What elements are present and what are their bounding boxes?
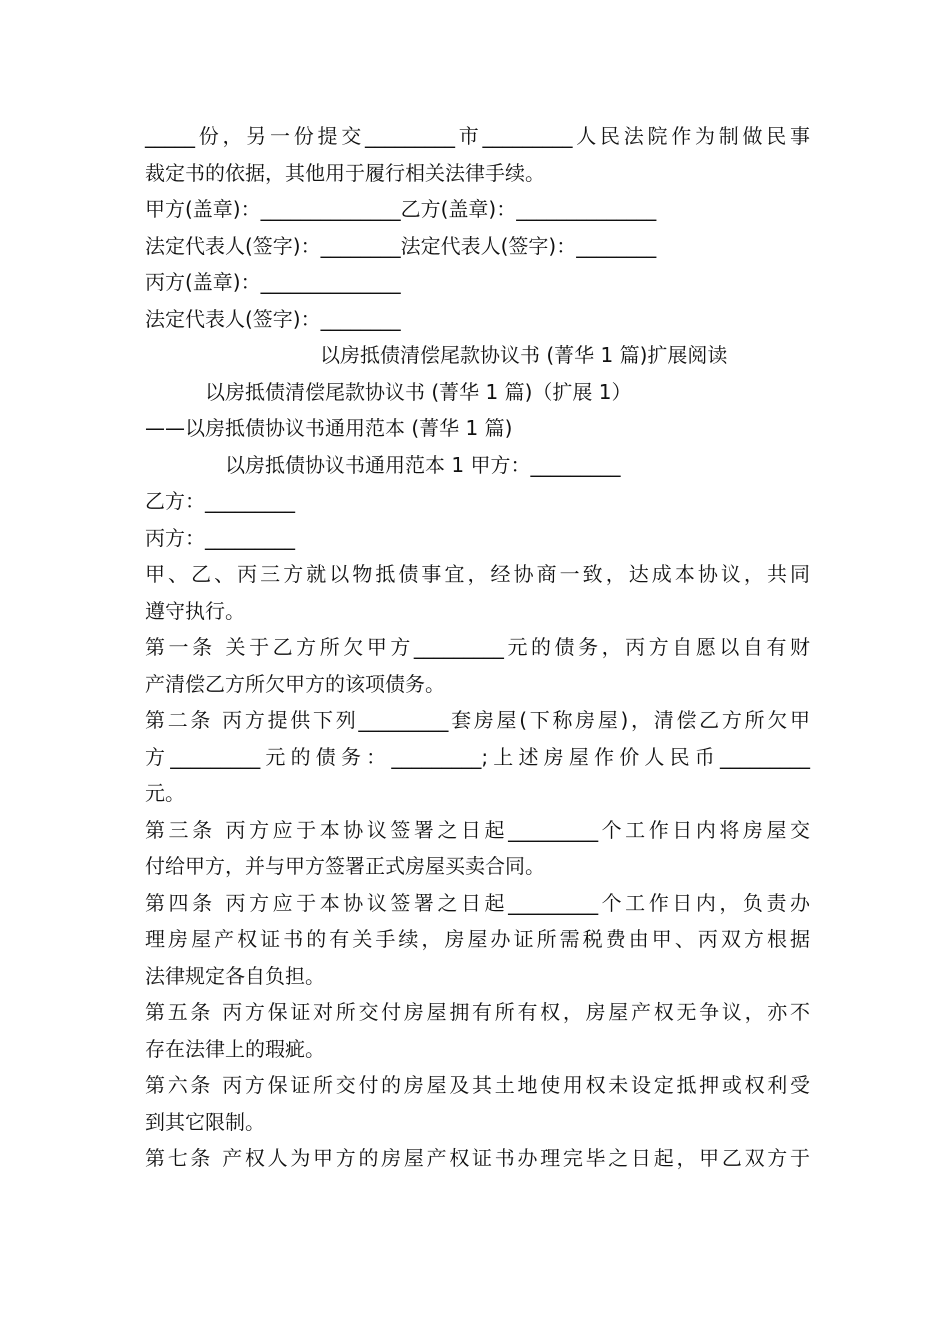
- signature-line: 法定代表人(签字)：________法定代表人(签字)：________: [145, 233, 657, 258]
- extended-reading-heading: 以房抵债清偿尾款协议书 (菁华 1 篇)扩展阅读: [320, 343, 728, 367]
- template-title: 以房抵债协议书通用范本 1 甲方：_________: [225, 452, 621, 477]
- party-line: 丙方：_________: [145, 525, 295, 550]
- clause-line: 理房屋产权证书的有关手续，房屋办证所需税费由甲、丙双方根据: [145, 927, 810, 951]
- text-line: 裁定书的依据，其他用于履行相关法律手续。: [145, 160, 545, 185]
- document-page: [145, 118, 810, 1177]
- text-line: 甲、乙、丙三方就以物抵债事宜，经协商一致，达成本协议，共同: [145, 562, 810, 586]
- section-subheading: ——以房抵债协议书通用范本 (菁华 1 篇): [145, 416, 513, 440]
- clause-line: 存在法律上的瑕疵。: [145, 1036, 325, 1061]
- signature-line: 法定代表人(签字)：________: [145, 306, 401, 331]
- clause-line: 第一条 关于乙方所欠甲方_________元的债务，丙方自愿以自有财: [145, 635, 810, 659]
- clause-line: 第七条 产权人为甲方的房屋产权证书办理完毕之日起，甲乙双方于: [145, 1146, 810, 1170]
- text-line: _____份，另一份提交_________市_________人民法院作为制做民事: [145, 124, 810, 148]
- clause-line: 法律规定各自负担。: [145, 963, 325, 988]
- clause-line: 付给甲方，并与甲方签署正式房屋买卖合同。: [145, 854, 545, 878]
- clause-line: 第二条 丙方提供下列_________套房屋(下称房屋)，清偿乙方所欠甲: [145, 708, 810, 732]
- clause-line: 方_________元的债务：_________;上述房屋作价人民币_________: [145, 744, 810, 769]
- clause-line: 第五条 丙方保证对所交付房屋拥有所有权，房屋产权无争议，亦不: [145, 1000, 810, 1024]
- clause-line: 到其它限制。: [145, 1109, 265, 1134]
- text-line: 遵守执行。: [145, 598, 245, 623]
- party-line: 乙方：_________: [145, 489, 295, 513]
- signature-line: 甲方(盖章)：______________乙方(盖章)：______________: [145, 197, 657, 221]
- clause-line: 产清偿乙方所欠甲方的该项债务。: [145, 671, 445, 696]
- signature-line: 丙方(盖章)：______________: [145, 270, 401, 294]
- clause-line: 第四条 丙方应于本协议签署之日起_________个工作日内，负责办: [145, 890, 810, 915]
- section-heading: 以房抵债清偿尾款协议书 (菁华 1 篇)（扩展 1）: [205, 379, 632, 404]
- clause-line: 第三条 丙方应于本协议签署之日起_________个工作日内将房屋交: [145, 817, 810, 842]
- clause-line: 第六条 丙方保证所交付的房屋及其土地使用权未设定抵押或权利受: [145, 1073, 810, 1097]
- clause-line: 元。: [145, 781, 185, 805]
